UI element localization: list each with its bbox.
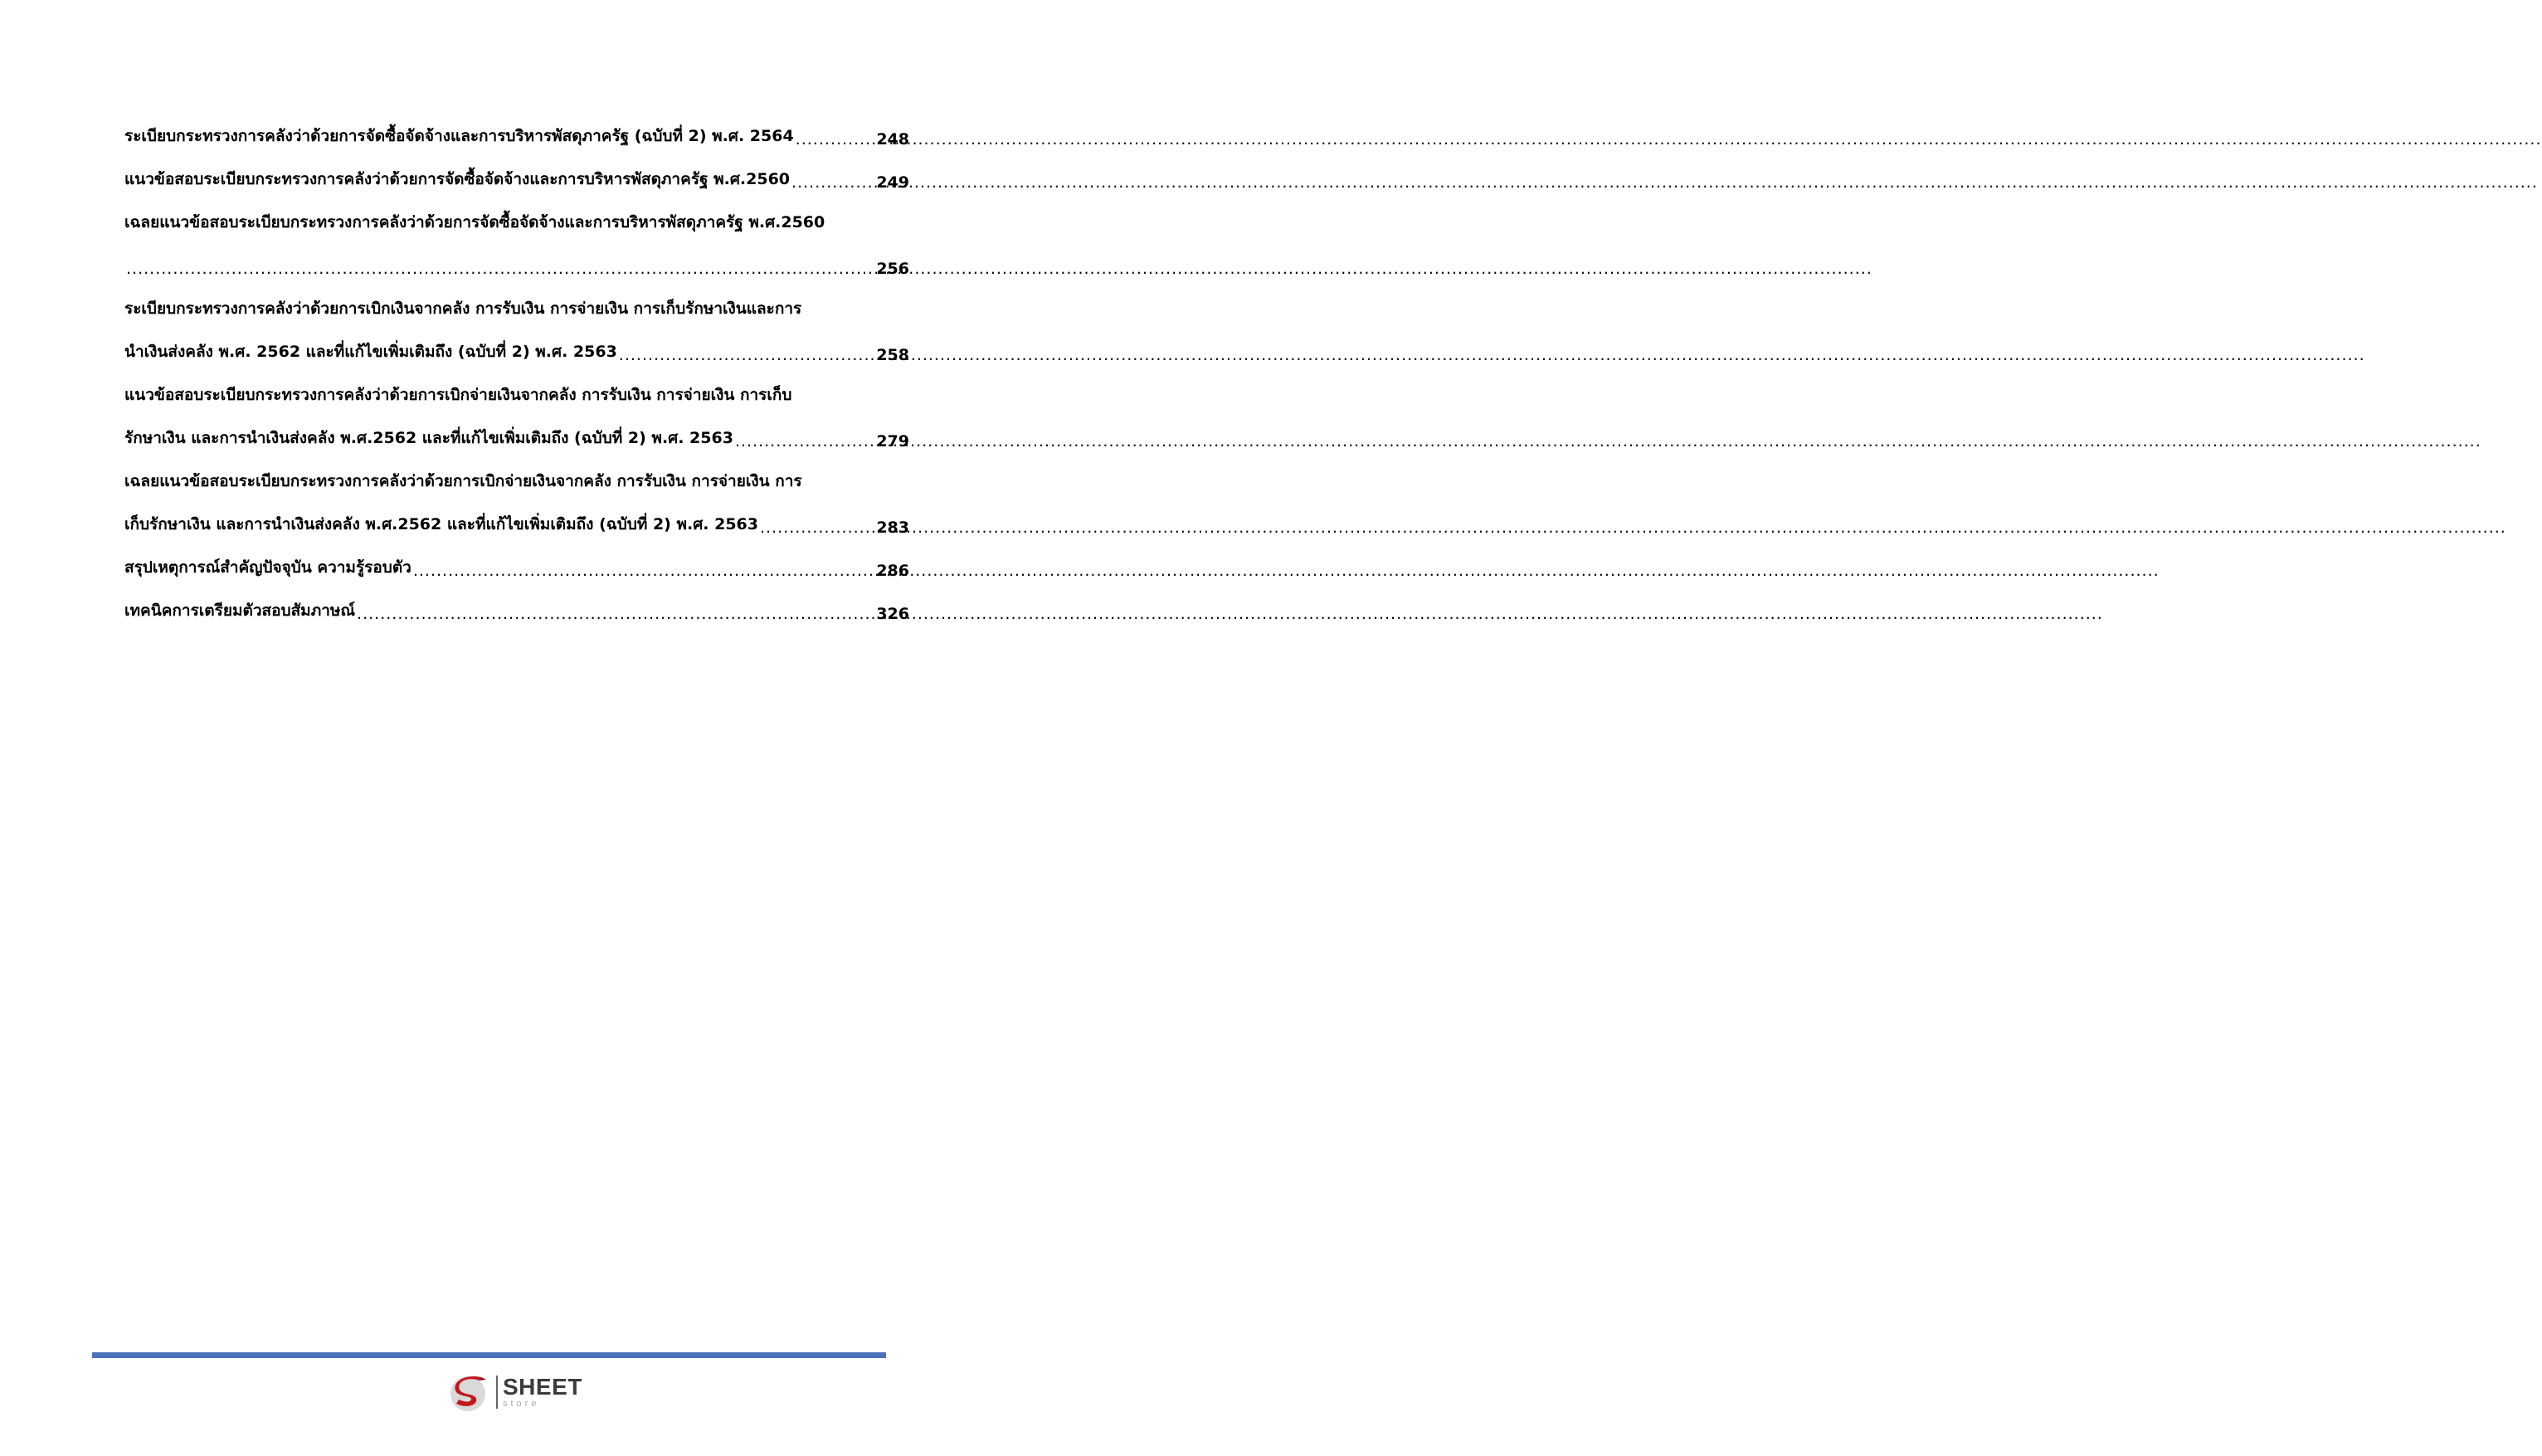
toc-page-number: 286 [876,562,909,580]
toc-entry[interactable] [124,297,909,364]
logo-subword: store [503,1399,540,1409]
dot-leader [760,519,874,537]
toc-entry-title: รักษาเงิน และการนำเงินส่งคลัง พ.ศ.2562 และที่แก้ไขเพิ่มเติมถึง (ฉบับที่ 2) พ.ศ. 2563 [124,429,733,447]
toc-entry[interactable] [124,599,909,623]
toc-line [124,211,909,235]
logo-separator [496,1376,498,1409]
toc-page-number: 249 [876,173,909,192]
toc-line [124,340,909,364]
toc-line [124,168,909,192]
toc-entry[interactable] [124,556,909,580]
toc-entry-title: เฉลยแนวข้อสอบระเบียบกระทรวงการคลังว่าด้วยการเบิกจ่ายเงินจากคลัง การรับเงิน การจ่ายเงิน การ [124,472,802,490]
dot-leader [619,346,875,364]
toc-entry[interactable] [124,211,909,278]
dot-leader [735,432,874,450]
toc-line [124,297,909,321]
toc-line [124,556,909,580]
toc-entry-title: แนวข้อสอบระเบียบกระทรวงการคลังว่าด้วยการเบิกจ่ายเงินจากคลัง การรับเงิน การจ่ายเงิน การเก็บ [124,386,792,404]
logo-text [503,1376,582,1409]
toc-page-number: 326 [876,605,909,623]
dot-leader [791,173,874,192]
toc-entry-title: เก็บรักษาเงิน และการนำเงินส่งคลัง พ.ศ.2562 และที่แก้ไขเพิ่มเติมถึง (ฉบับที่ 2) พ.ศ. 2563 [124,515,758,533]
toc-line [124,124,909,149]
toc-entry[interactable] [124,470,909,537]
toc-entry-title: เทคนิคการเตรียมตัวสอบสัมภาษณ์ [124,601,356,620]
toc-entry[interactable] [124,168,909,192]
toc-entry-title: ระเบียบกระทรวงการคลังว่าด้วยการเบิกเงินจากคลัง การรับเงิน การจ่ายเงิน การเก็บรักษาเงินและการ [124,299,802,318]
toc-entry[interactable] [124,383,909,450]
toc-line [124,426,909,450]
toc-entry[interactable] [124,124,909,149]
toc-page-number: 248 [876,130,909,149]
toc-page-number: 279 [876,432,909,450]
dot-leader [413,562,874,580]
toc-entry-title: ระเบียบกระทรวงการคลังว่าด้วยการจัดซื้อจัดจ้างและการบริหารพัสดุภาครัฐ (ฉบับที่ 2) พ.ศ. 2564 [124,127,794,145]
table-of-contents [124,124,909,642]
toc-line [124,470,909,494]
toc-line [124,254,909,278]
toc-entry-title: เฉลยแนวข้อสอบระเบียบกระทรวงการคลังว่าด้วยการจัดซื้อจัดจ้างและการบริหารพัสดุภาครัฐ พ.ศ.2560 [124,213,825,231]
toc-entry-title: สรุปเหตุการณ์สำคัญปัจจุบัน ความรู้รอบตัว [124,558,411,577]
sheet-store-logo [448,1370,582,1415]
toc-entry-title: แนวข้อสอบระเบียบกระทรวงการคลังว่าด้วยการจัดซื้อจัดจ้างและการบริหารพัสดุภาครัฐ พ.ศ.2560 [124,170,791,188]
dot-leader [357,605,874,623]
dot-leader [796,130,875,149]
sheet-store-s-icon [448,1370,493,1415]
toc-entry-title: นำเงินส่งคลัง พ.ศ. 2562 และที่แก้ไขเพิ่มเติมถึง (ฉบับที่ 2) พ.ศ. 2563 [124,343,617,361]
logo-word: SHEET [503,1374,582,1400]
toc-page-number: 258 [876,346,909,364]
toc-line [124,513,909,537]
footer-rule [92,1352,886,1358]
toc-page-number: 283 [876,519,909,537]
toc-line [124,599,909,623]
toc-line [124,383,909,407]
toc-page-number: 256 [876,260,909,278]
dot-leader [126,260,874,278]
